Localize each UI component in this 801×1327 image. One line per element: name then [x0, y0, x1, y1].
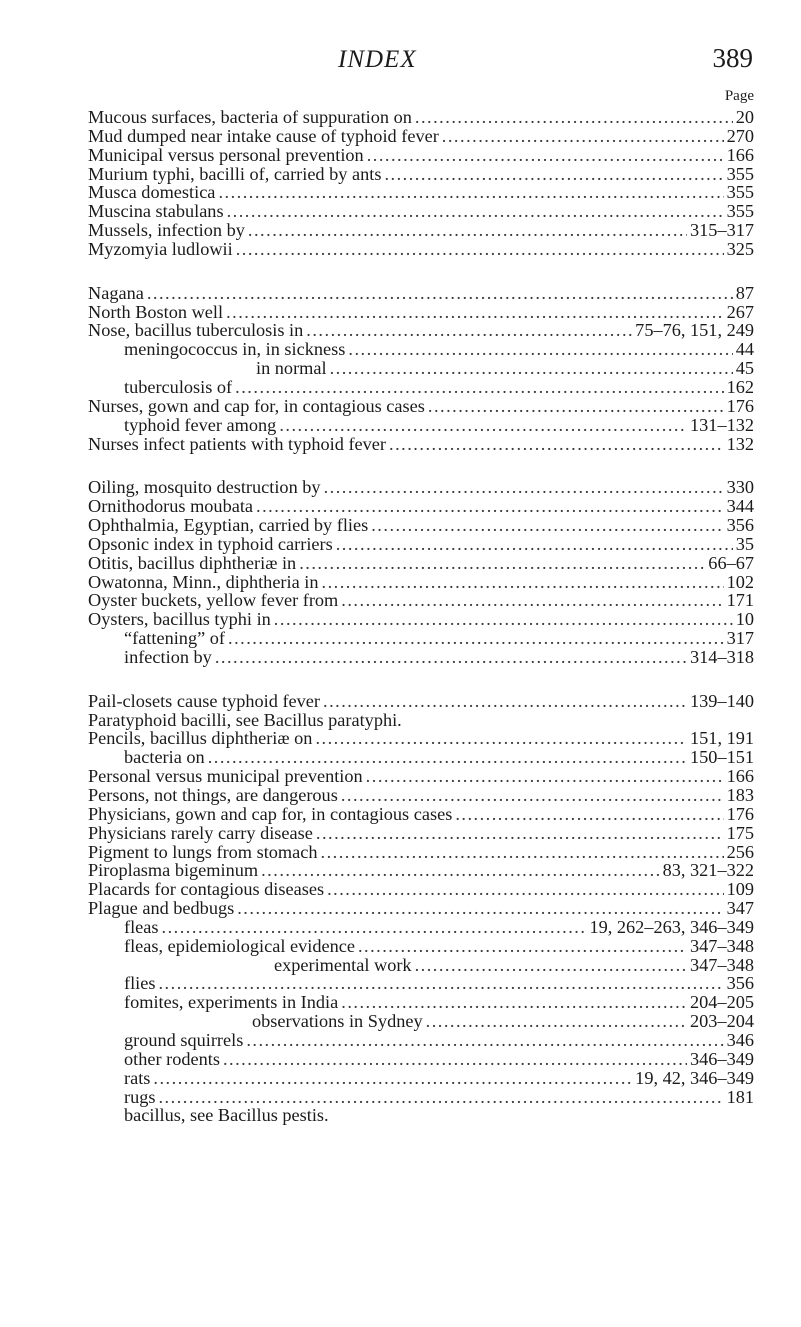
entry-page-ref: 330: [726, 477, 754, 498]
entry-page-ref: 347–348: [690, 935, 754, 956]
dot-leader: [158, 1088, 723, 1107]
index-entry: [88, 127, 754, 146]
index-list: [88, 108, 754, 1150]
entry-text: Oiling, mosquito destruction by: [88, 477, 321, 498]
index-entry: [88, 573, 754, 592]
index-entry: [88, 610, 754, 629]
index-subentry: [88, 748, 754, 767]
index-subentry: [88, 1050, 754, 1069]
index-entry: [88, 711, 754, 730]
entry-page-ref: 355: [726, 201, 754, 222]
entry-text: Physicians rarely carry disease: [88, 822, 313, 843]
entry-text: rugs: [124, 1086, 156, 1107]
entry-page-ref: 75–76, 151, 249: [635, 320, 754, 341]
dot-leader: [227, 202, 724, 221]
dot-leader: [415, 108, 733, 127]
entry-text: fleas, epidemiological evidence: [124, 935, 355, 956]
index-entry: [88, 321, 754, 340]
dot-leader: [428, 397, 724, 416]
entry-text: Otitis, bacillus diphtheriæ in: [88, 552, 297, 573]
dot-leader: [358, 937, 687, 956]
dot-leader: [322, 573, 724, 592]
index-entry: [88, 843, 754, 862]
entry-page-ref: 19, 262–263, 346–349: [589, 916, 754, 937]
entry-text: Personal versus municipal prevention: [88, 766, 363, 787]
index-letter-group: [88, 478, 754, 666]
entry-text: Ornithodorus moubata: [88, 496, 254, 517]
page-header: [0, 43, 801, 78]
entry-text: Pencils, bacillus diphtheriæ on: [88, 728, 313, 749]
dot-leader: [366, 767, 724, 786]
entry-page-ref: 175: [726, 822, 754, 843]
dot-leader: [248, 221, 687, 240]
entry-page-ref: 315–317: [690, 220, 754, 241]
entry-page-ref: 109: [726, 879, 754, 900]
dot-leader: [323, 692, 687, 711]
index-entry: [88, 805, 754, 824]
entry-page-ref: 346–349: [690, 1048, 754, 1069]
entry-page-ref: 139–140: [690, 690, 754, 711]
index-subentry: [88, 1031, 754, 1050]
dot-leader: [336, 535, 733, 554]
entry-text: Piroplasma bigeminum: [88, 860, 259, 881]
dot-leader: [384, 165, 723, 184]
entry-page-ref: 131–132: [690, 414, 754, 435]
entry-text: Oysters, bacillus typhi in: [88, 609, 271, 630]
dot-leader: [324, 478, 724, 497]
entry-text: tuberculosis of: [124, 376, 233, 397]
entry-page-ref: 20: [735, 107, 754, 127]
entry-page-ref: 102: [726, 571, 754, 592]
entry-page-ref: 176: [726, 803, 754, 824]
dot-leader: [158, 974, 723, 993]
entry-page-ref: 183: [726, 785, 754, 805]
dot-leader: [341, 786, 724, 805]
entry-text: Mucous surfaces, bacteria of suppuration on: [88, 107, 412, 127]
entry-text: ground squirrels: [124, 1029, 244, 1050]
entry-page-ref: 344: [726, 496, 754, 517]
entry-page-ref: 347–348: [690, 954, 754, 975]
entry-text: Pigment to lungs from stomach: [88, 841, 318, 862]
entry-page-ref: 355: [726, 163, 754, 184]
index-entry: [88, 240, 754, 259]
entry-text: infection by: [124, 646, 212, 667]
entry-text: Paratyphoid bacilli, see Bacillus paratyphi.: [88, 709, 402, 730]
entry-text: observations in Sydney: [252, 1011, 423, 1032]
index-subentry: [88, 1069, 754, 1088]
entry-text: Owatonna, Minn., diphtheria in: [88, 571, 319, 592]
index-entry: [88, 880, 754, 899]
index-subentry: [88, 629, 754, 648]
dot-leader: [226, 303, 724, 322]
index-entry: [88, 692, 754, 711]
dot-leader: [371, 516, 723, 535]
index-entry: [88, 824, 754, 843]
entry-text: “fattening” of: [124, 628, 226, 649]
index-entry: [88, 221, 754, 240]
entry-page-ref: 181: [726, 1086, 754, 1107]
dot-leader: [237, 899, 723, 918]
index-letter-group: [88, 692, 754, 1125]
index-entry: [88, 435, 754, 454]
index-entry: [88, 284, 754, 303]
entry-page-ref: 347: [726, 898, 754, 919]
index-entry: [88, 786, 754, 805]
dot-leader: [426, 1012, 687, 1031]
dot-leader: [228, 629, 724, 648]
dot-leader: [147, 284, 733, 303]
entry-page-ref: 151, 191: [690, 728, 754, 749]
entry-page-ref: 325: [726, 238, 754, 259]
entry-page-ref: 317: [726, 628, 754, 649]
entry-page-ref: 19, 42, 346–349: [635, 1067, 754, 1088]
index-entry: [88, 591, 754, 610]
index-entry: [88, 554, 754, 573]
entry-text: Mussels, infection by: [88, 220, 245, 241]
index-subentry: [88, 340, 754, 359]
entry-text: Municipal versus personal prevention: [88, 144, 364, 165]
index-entry: [88, 202, 754, 221]
entry-text: Mud dumped near intake cause of typhoid fever: [88, 125, 439, 146]
dot-leader: [246, 1031, 723, 1050]
index-subentry: [88, 974, 754, 993]
index-subentry: [88, 956, 754, 975]
entry-text: North Boston well: [88, 301, 224, 322]
entry-page-ref: 35: [735, 533, 754, 554]
dot-leader: [215, 648, 687, 667]
entry-page-ref: 171: [726, 590, 754, 611]
dot-leader: [256, 497, 724, 516]
entry-text: rats: [124, 1067, 151, 1088]
dot-leader: [321, 843, 724, 862]
entry-text: in normal: [256, 358, 327, 379]
entry-page-ref: 44: [735, 339, 754, 360]
entry-page-ref: 203–204: [690, 1011, 754, 1032]
dot-leader: [153, 1069, 632, 1088]
index-subentry: [88, 993, 754, 1012]
index-entry: [88, 497, 754, 516]
entry-page-ref: 66–67: [708, 552, 754, 573]
entry-text: Musca domestica: [88, 182, 216, 203]
entry-text: Muscina stabulans: [88, 201, 224, 222]
entry-page-ref: 45: [735, 358, 754, 379]
dot-leader: [208, 748, 687, 767]
dot-leader: [218, 183, 723, 202]
entry-text: Myzomyia ludlowii: [88, 238, 233, 259]
index-subentry: [88, 648, 754, 667]
entry-text: Plague and bedbugs: [88, 898, 235, 919]
entry-text: Physicians, gown and cap for, in contagious cases: [88, 803, 453, 824]
index-letter-group: [88, 108, 754, 259]
index-subentry: [88, 1106, 754, 1125]
dot-leader: [442, 127, 724, 146]
entry-page-ref: 256: [726, 841, 754, 862]
entry-text: Oyster buckets, yellow fever from: [88, 590, 339, 611]
dot-leader: [341, 591, 723, 610]
entry-text: Ophthalmia, Egyptian, carried by flies: [88, 515, 369, 536]
entry-page-ref: 346: [726, 1029, 754, 1050]
index-subentry: [88, 1012, 754, 1031]
dot-leader: [455, 805, 723, 824]
entry-page-ref: 166: [726, 766, 754, 787]
dot-leader: [306, 321, 632, 340]
index-subentry: [88, 918, 754, 937]
entry-text: Nose, bacillus tuberculosis in: [88, 320, 304, 341]
entry-page-ref: 132: [726, 433, 754, 454]
entry-page-ref: 356: [726, 515, 754, 536]
entry-text: Nurses, gown and cap for, in contagious cases: [88, 395, 425, 416]
entry-page-ref: 150–151: [690, 747, 754, 768]
entry-text: Nagana: [88, 282, 144, 303]
dot-leader: [341, 993, 687, 1012]
dot-leader: [315, 729, 687, 748]
index-entry: [88, 899, 754, 918]
entry-page-ref: 270: [726, 125, 754, 146]
entry-page-ref: 83, 321–322: [662, 860, 754, 881]
dot-leader: [236, 240, 724, 259]
index-subentry: [88, 416, 754, 435]
page-column-header: Page: [724, 88, 754, 104]
entry-page-ref: 314–318: [690, 646, 754, 667]
index-entry: [88, 767, 754, 786]
index-entry: [88, 303, 754, 322]
entry-page-ref: 87: [735, 282, 754, 303]
entry-text: experimental work: [274, 954, 412, 975]
entry-text: bacillus, see Bacillus pestis.: [124, 1105, 329, 1126]
entry-page-ref: 356: [726, 973, 754, 994]
entry-page-ref: 176: [726, 395, 754, 416]
page-number: 389: [712, 43, 753, 73]
index-subentry: [88, 937, 754, 956]
index-entry: [88, 478, 754, 497]
entry-page-ref: 10: [735, 609, 754, 630]
entry-page-ref: 355: [726, 182, 754, 203]
running-title: INDEX: [338, 46, 417, 73]
index-entry: [88, 183, 754, 202]
dot-leader: [261, 861, 659, 880]
dot-leader: [279, 416, 687, 435]
entry-text: flies: [124, 973, 156, 994]
entry-text: Persons, not things, are dangerous: [88, 785, 338, 805]
index-entry: [88, 165, 754, 184]
index-entry: [88, 535, 754, 554]
entry-text: other rodents: [124, 1048, 220, 1069]
index-entry: [88, 729, 754, 748]
entry-page-ref: 267: [726, 301, 754, 322]
entry-text: Placards for contagious diseases: [88, 879, 325, 900]
dot-leader: [274, 610, 733, 629]
dot-leader: [415, 956, 687, 975]
entry-text: meningococcus in, in sickness: [124, 339, 346, 360]
entry-page-ref: 204–205: [690, 992, 754, 1013]
index-letter-group: [88, 284, 754, 454]
index-entry: [88, 861, 754, 880]
entry-text: Pail-closets cause typhoid fever: [88, 690, 320, 711]
dot-leader: [316, 824, 724, 843]
index-entry: [88, 108, 754, 127]
index-subentry: [88, 359, 754, 378]
dot-leader: [235, 378, 723, 397]
entry-text: typhoid fever among: [124, 414, 277, 435]
index-subentry: [88, 1088, 754, 1107]
entry-page-ref: 166: [726, 144, 754, 165]
dot-leader: [327, 880, 724, 899]
entry-text: bacteria on: [124, 747, 205, 768]
index-subentry: [88, 378, 754, 397]
index-entry: [88, 516, 754, 535]
dot-leader: [162, 918, 587, 937]
index-entry: [88, 146, 754, 165]
dot-leader: [330, 359, 733, 378]
index-entry: [88, 397, 754, 416]
entry-text: Nurses infect patients with typhoid fever: [88, 433, 387, 454]
entry-page-ref: 162: [726, 376, 754, 397]
entry-text: fleas: [124, 916, 159, 937]
dot-leader: [348, 340, 732, 359]
dot-leader: [223, 1050, 687, 1069]
dot-leader: [389, 435, 724, 454]
dot-leader: [299, 554, 705, 573]
dot-leader: [367, 146, 724, 165]
entry-text: Opsonic index in typhoid carriers: [88, 533, 333, 554]
entry-text: Murium typhi, bacilli of, carried by ants: [88, 163, 382, 184]
entry-text: fomites, experiments in India: [124, 992, 339, 1013]
